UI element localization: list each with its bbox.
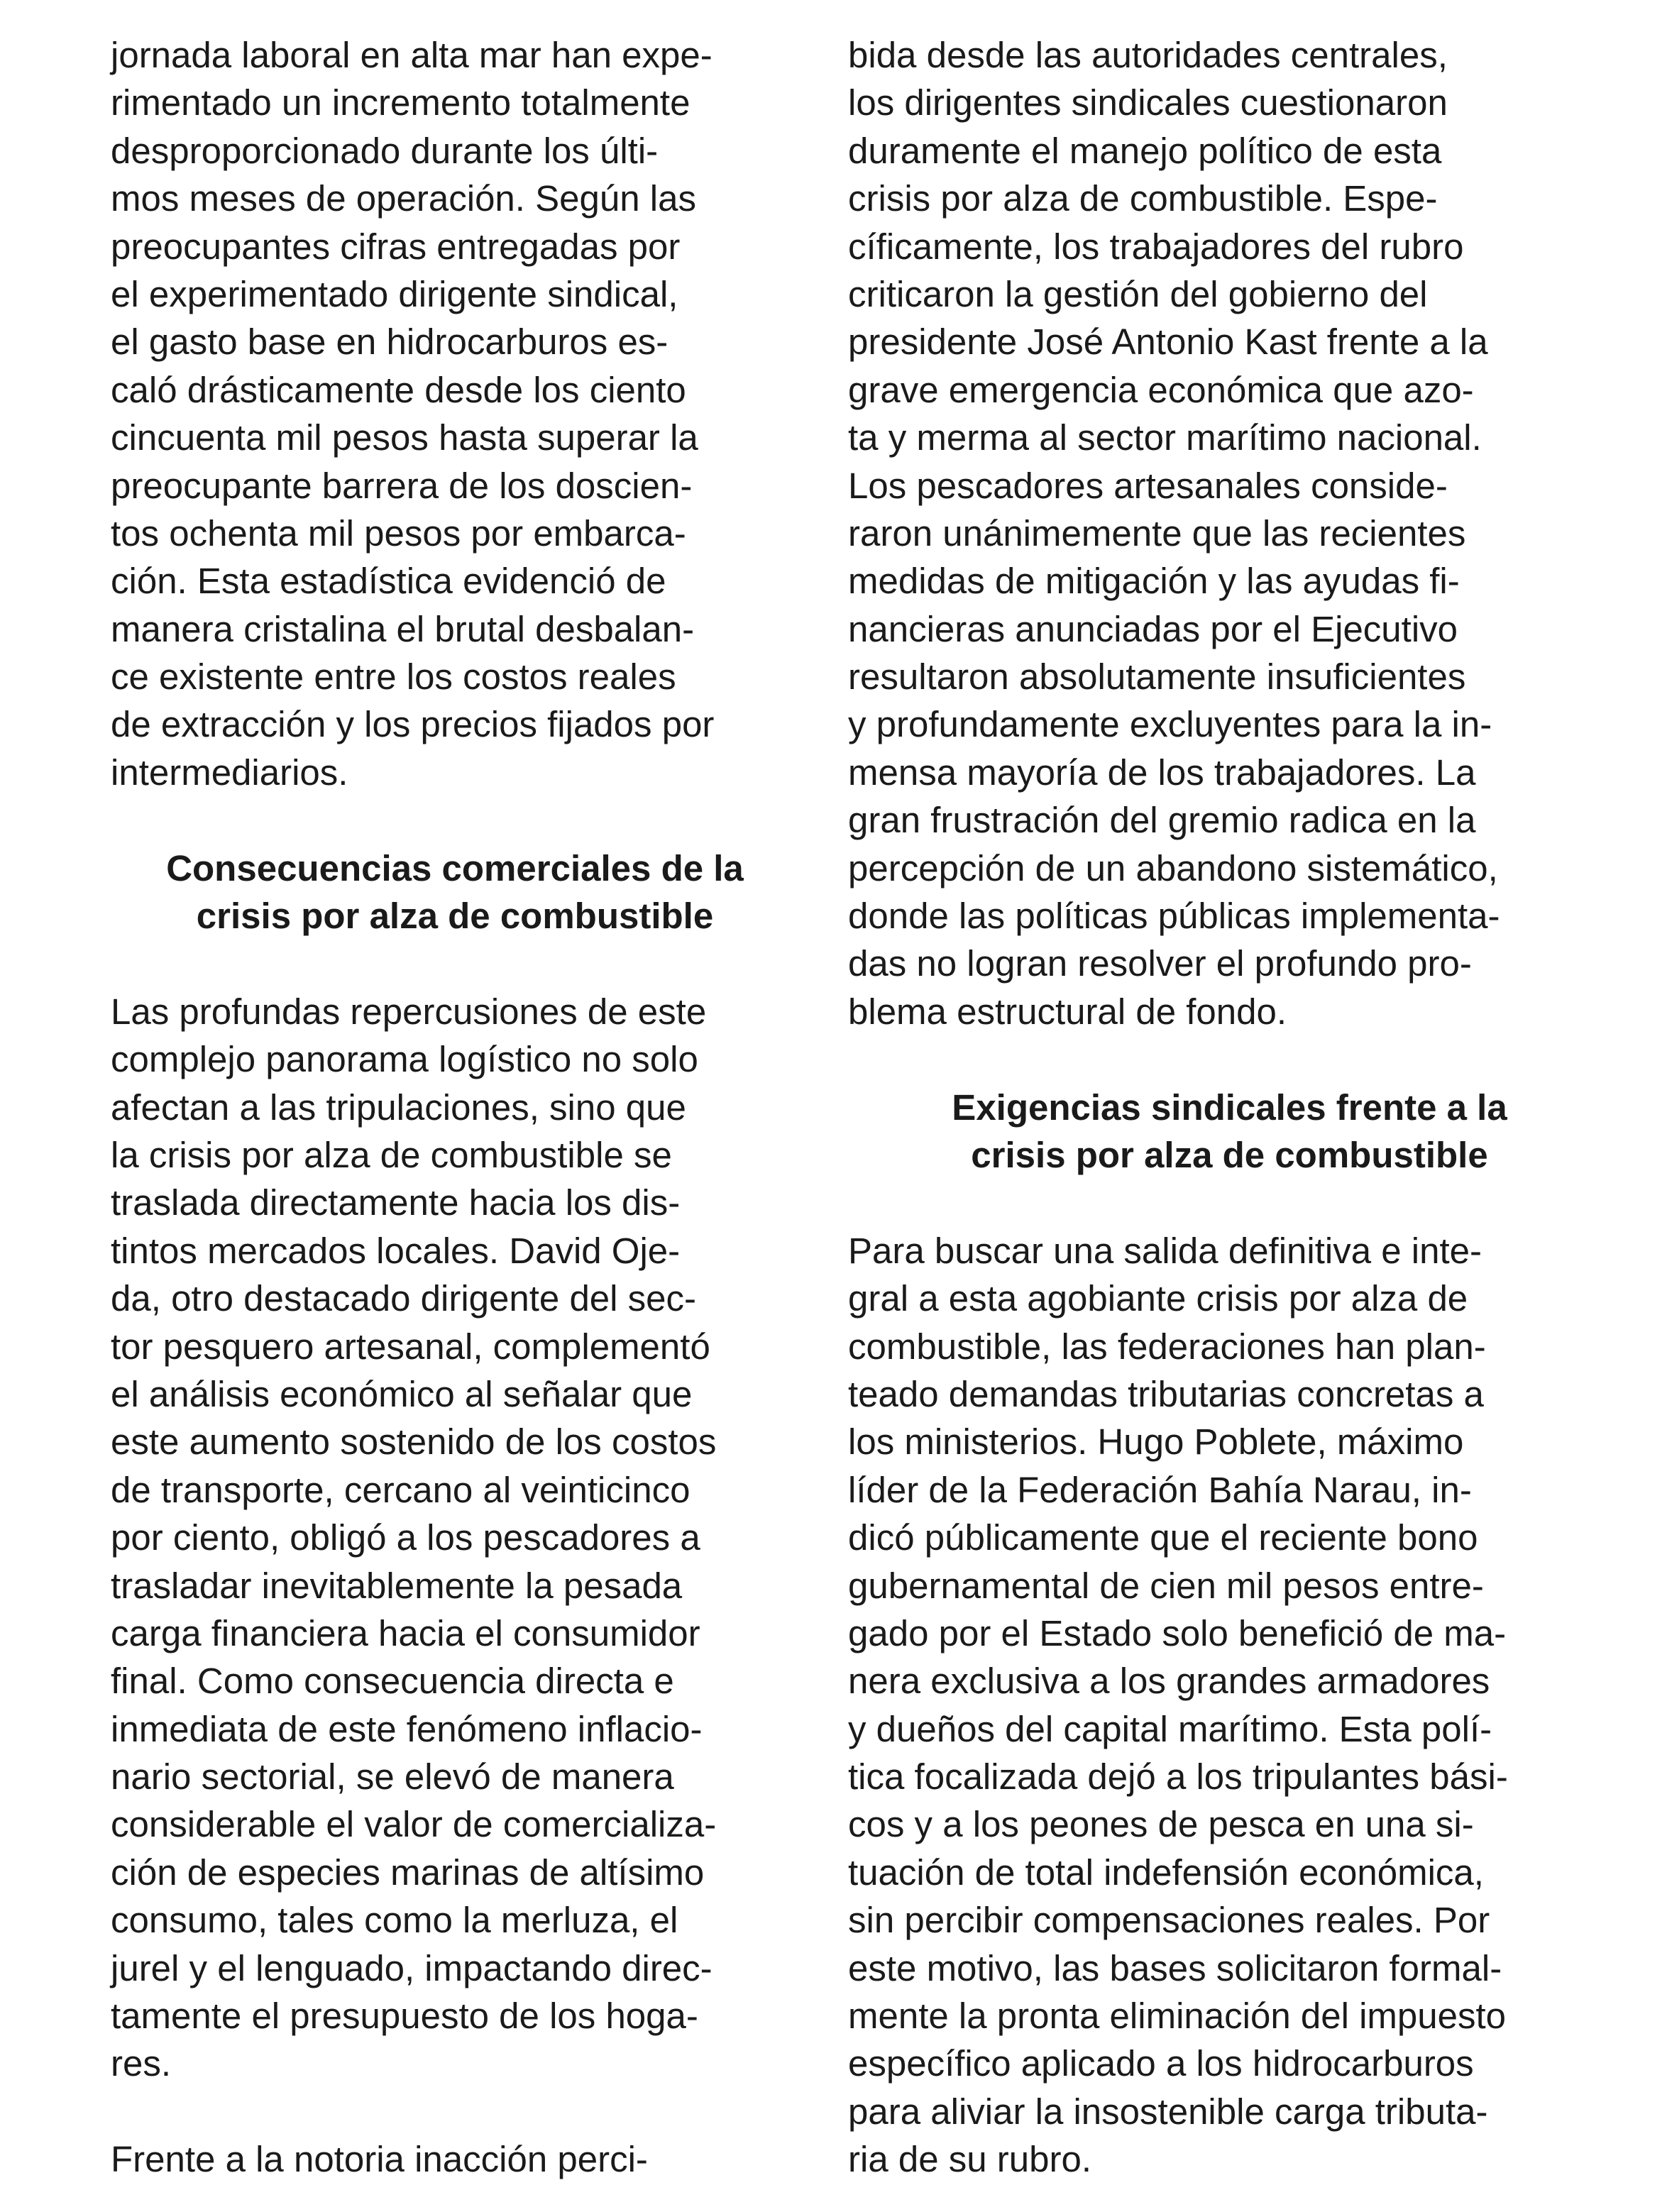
text-line: este motivo, las bases solicitaron formal- [848, 1947, 1502, 1988]
text-line: carga financiera hacia el consumidor [111, 1612, 700, 1654]
text-line: gral a esta agobiante crisis por alza de [848, 1278, 1468, 1319]
text-line: sin percibir compensaciones reales. Por [848, 1900, 1490, 1941]
text-line: líder de la Federación Bahía Narau, in- [848, 1469, 1472, 1510]
text-line: considerable el valor de comercializa- [111, 1804, 717, 1845]
heading-line: crisis por alza de combustible [971, 1134, 1488, 1175]
text-line: gado por el Estado solo benefició de ma- [848, 1612, 1507, 1654]
text-line: gran frustración del gremio radica en la [848, 800, 1476, 841]
text-line: Frente a la notoria inacción perci- [111, 2139, 648, 2180]
text-line: criticaron la gestión del gobierno del [848, 273, 1428, 314]
text-line: la crisis por alza de combustible se [111, 1134, 672, 1175]
text-line: manera cristalina el brutal desbalan- [111, 608, 695, 649]
text-line: ria de su rubro. [848, 2139, 1092, 2180]
text-line: nancieras anunciadas por el Ejecutivo [848, 608, 1458, 649]
text-line: los ministerios. Hugo Poblete, máximo [848, 1421, 1464, 1463]
text-line: final. Como consecuencia directa e [111, 1661, 674, 1702]
text-line: tor pesquero artesanal, complementó [111, 1326, 710, 1367]
text-line: medidas de mitigación y las ayudas fi- [848, 561, 1460, 602]
text-line: presidente José Antonio Kast frente a la [848, 321, 1488, 363]
text-line: gubernamental de cien mil pesos entre- [848, 1565, 1484, 1606]
right-column [848, 31, 1611, 2184]
text-line: ta y merma al sector marítimo nacional. [848, 417, 1482, 458]
text-line: el experimentado dirigente sindical, [111, 273, 678, 314]
text-line: Los pescadores artesanales conside- [848, 465, 1448, 506]
text-line: mensa mayoría de los trabajadores. La [848, 752, 1476, 793]
text-line: donde las políticas públicas implementa- [848, 896, 1500, 937]
text-line: traslada directamente hacia los dis- [111, 1182, 681, 1223]
text-line: mos meses de operación. Según las [111, 178, 696, 219]
text-line: caló drásticamente desde los ciento [111, 369, 686, 410]
text-line: tintos mercados locales. David Oje- [111, 1230, 681, 1271]
text-line: rimentado un incremento totalmente [111, 82, 691, 123]
text-line: de extracción y los precios fijados por [111, 704, 715, 745]
text-line: inmediata de este fenómeno inflacio- [111, 1708, 703, 1749]
text-line: nera exclusiva a los grandes armadores [848, 1661, 1490, 1702]
text-line: res. [111, 2043, 172, 2084]
text-line: da, otro destacado dirigente del sec- [111, 1278, 697, 1319]
text-line: tica focalizada dejó a los tripulantes bási- [848, 1756, 1508, 1798]
text-line: y profundamente excluyentes para la in- [848, 704, 1492, 745]
left-column [111, 31, 810, 2184]
text-line: das no logran resolver el profundo pro- [848, 943, 1472, 984]
left-paragraph-3 [111, 2135, 810, 2183]
text-line: tos ochenta mil pesos por embarca- [111, 512, 686, 554]
text-line: los dirigentes sindicales cuestionaron [848, 82, 1448, 123]
text-line: Las profundas repercusiones de este [111, 991, 707, 1032]
text-line: desproporcionado durante los últi- [111, 130, 659, 171]
paragraph-gap [111, 796, 810, 844]
text-line: ción de especies marinas de altísimo [111, 1851, 705, 1893]
text-line: cos y a los peones de pesca en una si- [848, 1804, 1474, 1845]
left-paragraph-1 [111, 31, 810, 796]
text-line: el análisis económico al señalar que [111, 1373, 693, 1414]
paragraph-gap [111, 940, 810, 987]
text-line: el gasto base en hidrocarburos es- [111, 321, 669, 363]
text-line: tamente el presupuesto de los hoga- [111, 1996, 698, 2037]
section-heading-exigencias [848, 1084, 1611, 1179]
text-line: nario sectorial, se elevó de manera [111, 1756, 674, 1798]
text-line: duramente el manejo político de esta [848, 130, 1442, 171]
text-line: grave emergencia económica que azo- [848, 369, 1474, 410]
text-line: afectan a las tripulaciones, sino que [111, 1086, 686, 1128]
paragraph-gap [111, 2088, 810, 2135]
text-line: teado demandas tributarias concretas a [848, 1373, 1484, 1414]
text-line: cincuenta mil pesos hasta superar la [111, 417, 698, 458]
text-line: trasladar inevitablemente la pesada [111, 1565, 683, 1606]
text-line: cíficamente, los trabajadores del rubro [848, 226, 1464, 267]
text-line: resultaron absolutamente insuficientes [848, 656, 1466, 698]
text-line: jornada laboral en alta mar han expe- [111, 35, 713, 75]
text-line: específico aplicado a los hidrocarburos [848, 2043, 1474, 2084]
text-line: bida desde las autoridades centrales, [848, 35, 1448, 75]
text-line: para aliviar la insostenible carga tributa- [848, 2091, 1488, 2132]
text-line: consumo, tales como la merluza, el [111, 1900, 678, 1941]
heading-line: Exigencias sindicales frente a la [952, 1086, 1507, 1128]
paragraph-gap [848, 1035, 1611, 1083]
left-paragraph-2 [111, 988, 810, 2088]
text-line: y dueños del capital marítimo. Esta polí- [848, 1708, 1492, 1749]
text-line: combustible, las federaciones han plan- [848, 1326, 1486, 1367]
text-line: percepción de un abandono sistemático, [848, 847, 1498, 888]
text-line: este aumento sostenido de los costos [111, 1421, 717, 1463]
text-line: jurel y el lenguado, impactando direc- [111, 1947, 713, 1988]
text-line: tuación de total indefensión económica, [848, 1851, 1484, 1893]
text-line: por ciento, obligó a los pescadores a [111, 1517, 700, 1558]
text-line: preocupantes cifras entregadas por [111, 226, 681, 267]
section-heading-consecuencias [111, 844, 799, 940]
heading-line: crisis por alza de combustible [196, 896, 714, 937]
right-paragraph-1 [848, 31, 1611, 1035]
text-line: de transporte, cercano al veinticinco [111, 1469, 691, 1510]
text-line: raron unánimemente que las recientes [848, 512, 1466, 554]
text-line: crisis por alza de combustible. Espe- [848, 178, 1438, 219]
text-line: preocupante barrera de los doscien- [111, 465, 693, 506]
text-line: dicó públicamente que el reciente bono [848, 1517, 1478, 1558]
text-line: complejo panorama logístico no solo [111, 1039, 698, 1080]
text-line: mente la pronta eliminación del impuesto [848, 1996, 1507, 2037]
heading-line: Consecuencias comerciales de la [166, 847, 744, 888]
text-line: ción. Esta estadística evidenció de [111, 561, 666, 602]
right-paragraph-2 [848, 1227, 1611, 2184]
text-line: ce existente entre los costos reales [111, 656, 676, 698]
text-line: intermediarios. [111, 752, 348, 793]
paragraph-gap [848, 1179, 1611, 1226]
text-line: blema estructural de fondo. [848, 991, 1287, 1032]
text-line: Para buscar una salida definitiva e inte- [848, 1230, 1482, 1271]
